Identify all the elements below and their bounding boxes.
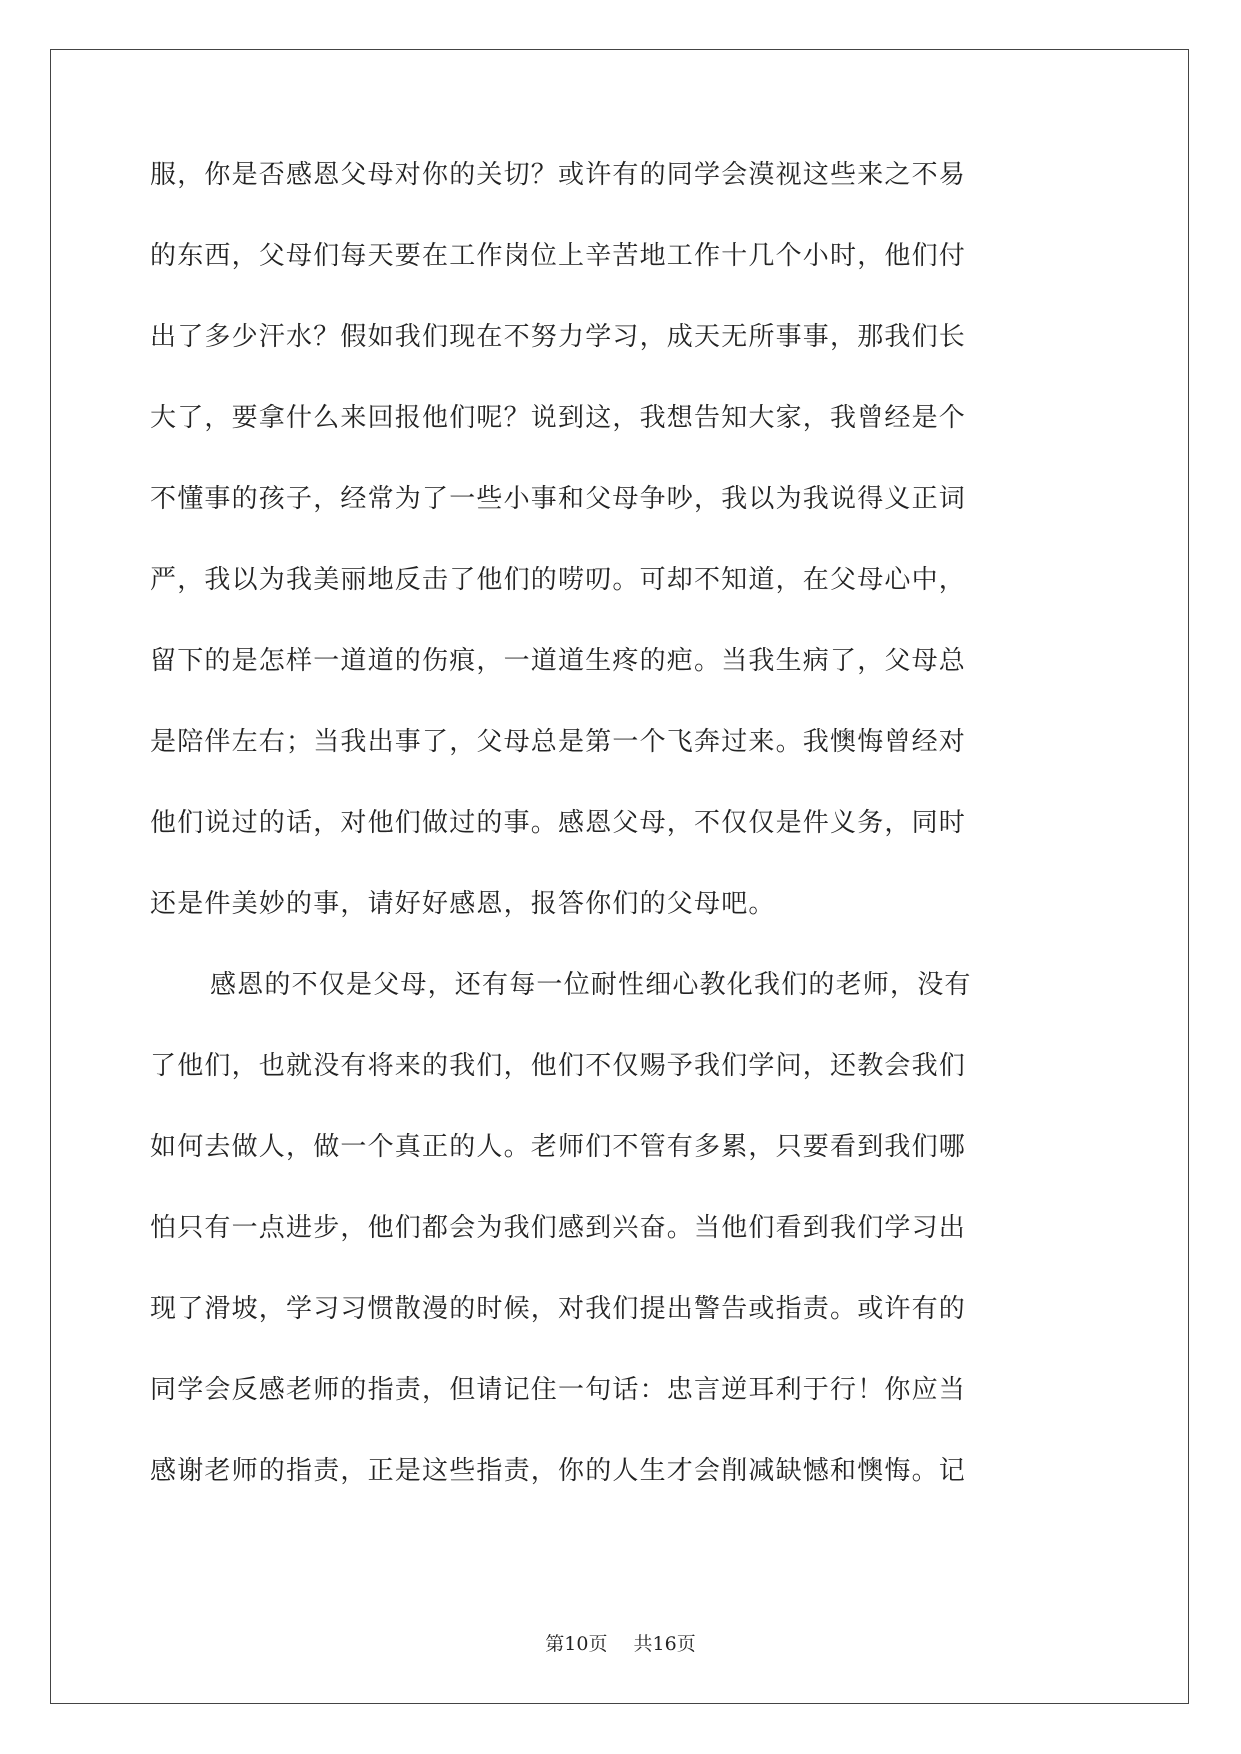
page-footer xyxy=(0,1629,1241,1656)
text-line: 出了多少汗水？假如我们现在不努力学习，成天无所事事，那我们长 xyxy=(150,322,967,352)
text-line: 同学会反感老师的指责，但请记住一句话：忠言逆耳利于行！你应当 xyxy=(150,1375,967,1405)
text-line: 的东西，父母们每天要在工作岗位上辛苦地工作十几个小时，他们付 xyxy=(150,241,967,271)
document-body xyxy=(150,155,1090,1532)
text-line: 他们说过的话，对他们做过的事。感恩父母，不仅仅是件义务，同时 xyxy=(150,808,967,838)
text-line: 感恩的不仅是父母，还有每一位耐性细心教化我们的老师，没有 xyxy=(210,970,972,1000)
paragraph xyxy=(150,965,1090,1532)
text-line: 如何去做人，做一个真正的人。老师们不管有多累，只要看到我们哪 xyxy=(150,1132,967,1162)
text-line: 还是件美妙的事，请好好感恩，报答你们的父母吧。 xyxy=(150,889,776,919)
text-line: 现了滑坡，学习习惯散漫的时候，对我们提出警告或指责。或许有的 xyxy=(150,1294,967,1324)
text-line: 怕只有一点进步，他们都会为我们感到兴奋。当他们看到我们学习出 xyxy=(150,1213,967,1243)
page-total: 共16页 xyxy=(633,1633,696,1655)
text-line: 是陪伴左右；当我出事了，父母总是第一个飞奔过来。我懊悔曾经对 xyxy=(150,727,967,757)
text-line: 大了，要拿什么来回报他们呢？说到这，我想告知大家，我曾经是个 xyxy=(150,403,967,433)
text-line: 感谢老师的指责，正是这些指责，你的人生才会削减缺憾和懊悔。记 xyxy=(150,1456,967,1486)
page-number: 第10页 xyxy=(545,1633,608,1655)
paragraph xyxy=(150,155,1090,965)
text-line: 不懂事的孩子，经常为了一些小事和父母争吵，我以为我说得义正词 xyxy=(150,484,967,514)
text-line: 服，你是否感恩父母对你的关切？或许有的同学会漠视这些来之不易 xyxy=(150,160,967,190)
text-line: 严，我以为我美丽地反击了他们的唠叨。可却不知道，在父母心中， xyxy=(150,565,967,595)
text-line: 留下的是怎样一道道的伤痕，一道道生疼的疤。当我生病了，父母总 xyxy=(150,646,967,676)
text-line: 了他们，也就没有将来的我们，他们不仅赐予我们学问，还教会我们 xyxy=(150,1051,967,1081)
